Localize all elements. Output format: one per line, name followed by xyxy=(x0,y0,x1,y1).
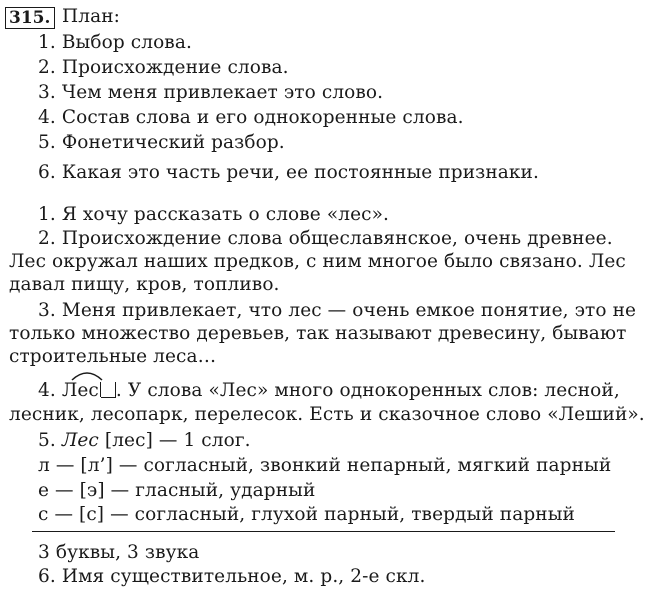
plan-item-4: 4. Состав слова и его однокоренные слова. xyxy=(38,107,464,128)
plan-item-6: 6. Какая это часть речи, ее постоянные признаки. xyxy=(38,162,539,183)
paragraph-4-number: 4. xyxy=(38,380,56,401)
answer-paragraph-1: 1. Я хочу рассказать о слове «лес». xyxy=(38,204,390,225)
answer-paragraph-4-line-2: лесник, лесопарк, перелесок. Есть и сказочное слово «Леший». xyxy=(9,404,645,425)
paragraph-4-rest: . У слова «Лес» много однокоренных слов: лесной, xyxy=(115,380,620,401)
answer-paragraph-2-line-1: 2. Происхождение слова общеславянское, очень древнее. xyxy=(38,228,613,249)
paragraph-5-number: 5. xyxy=(38,430,56,451)
answer-paragraph-3-line-1: 3. Меня привлекает, что лес — очень емкое понятие, это не xyxy=(38,300,637,321)
phonetic-line-e: е — [э] — гласный, ударный xyxy=(38,480,316,501)
summary-divider xyxy=(32,531,615,532)
root-word: Лес xyxy=(61,380,99,401)
letters-sounds-summary: 3 буквы, 3 звука xyxy=(38,542,200,563)
exercise-number: 315. xyxy=(5,7,55,29)
plan-item-1: 1. Выбор слова. xyxy=(38,32,192,53)
plan-heading: План: xyxy=(62,6,120,27)
analyzed-word: Лес xyxy=(61,430,99,451)
answer-paragraph-2-line-2: Лес окружал наших предков, с ним многое было связано. Лес xyxy=(9,251,626,272)
plan-item-3: 3. Чем меня привлекает это слово. xyxy=(38,82,384,103)
answer-paragraph-5-line-1 xyxy=(38,430,251,452)
answer-paragraph-3-line-3: строительные леса… xyxy=(9,346,217,367)
phonetic-line-l: л — [л’] — согласный, звонкий непарный, мягкий парный xyxy=(38,455,612,476)
zero-ending-mark xyxy=(101,382,116,398)
plan-item-5: 5. Фонетический разбор. xyxy=(38,132,285,153)
paragraph-5-rest: [лес] — 1 слог. xyxy=(98,430,251,451)
answer-paragraph-2-line-3: давал пищу, кров, топливо. xyxy=(9,274,280,295)
phonetic-line-s: с — [с] — согласный, глухой парный, твердый парный xyxy=(38,504,575,525)
plan-item-2: 2. Происхождение слова. xyxy=(38,57,289,78)
answer-paragraph-4-line-1 xyxy=(38,380,620,402)
answer-paragraph-3-line-2: только множество деревьев, так называют древесину, бывают xyxy=(9,323,627,344)
answer-paragraph-6: 6. Имя существительное, м. р., 2-е скл. xyxy=(38,566,426,587)
